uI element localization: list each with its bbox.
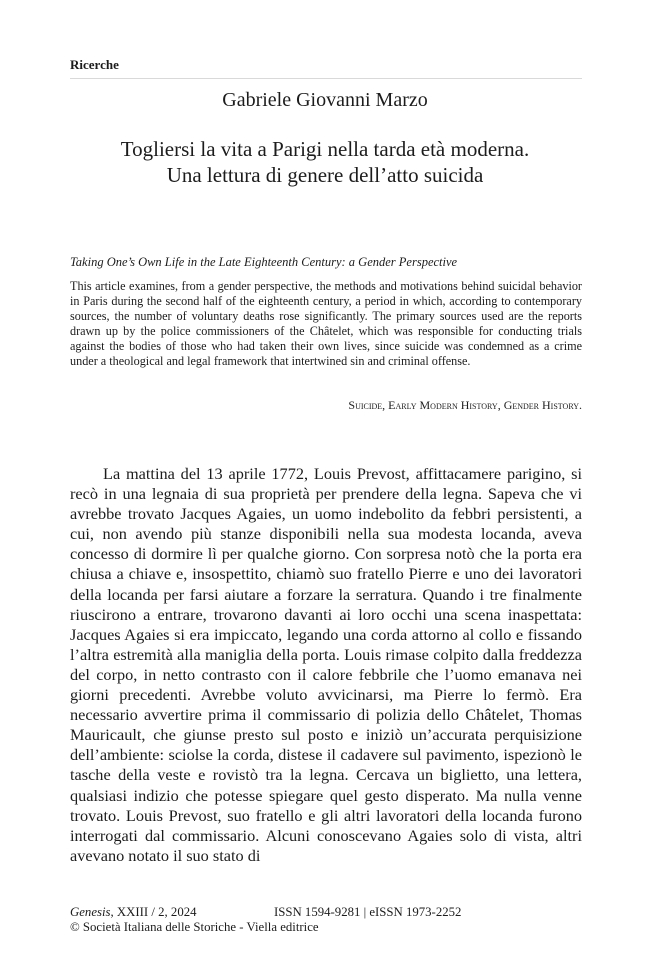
article-title: [60, 136, 590, 188]
title-line-1: Togliersi la vita a Parigi nella tarda età moderna.: [120, 137, 530, 161]
section-label: Ricerche: [70, 57, 119, 72]
title-line-2: Una lettura di genere dell’atto suicida: [166, 163, 484, 187]
abstract: This article examines, from a gender perspective, the methods and motivations behind suicidal behavior in Paris during the second half of the eighteenth century, a period in which, according to contemporary sources, the number of voluntary deaths rose significantly. The primary sources used are the reports drawn up by the police commissioners of the Châtelet, which was responsible for conducting trials against the bodies of those who had taken their own lives, since suicide was condemned as a crime under a theological and legal framework that intertwined sin and criminal offense.: [70, 279, 582, 369]
keywords: Suicide, Early Modern History, Gender History.: [348, 398, 582, 412]
page-footer: [70, 905, 462, 935]
author-name: Gabriele Giovanni Marzo: [222, 89, 428, 111]
footer-citation: [70, 905, 462, 920]
copyright: © Società Italiana delle Storiche - Viella editrice: [70, 920, 319, 934]
journal-name: Genesis: [70, 905, 111, 919]
header-rule: [70, 78, 582, 79]
body-paragraph: La mattina del 13 aprile 1772, Louis Prevost, affittacamere parigino, si recò in una legnaia di sua proprietà per prendere della legna. Sapeva che vi avrebbe trovato Jacques Agaies, un uomo indebolito da febbri persistenti, a cui, non avendo più stanze disponibili nella sua modesta locanda, aveva concesso di dormire lì per qualche giorno. Con sorpresa notò che la porta era chiusa a chiave e, insospettito, chiamò suo fratello Pierre e uno dei lavoratori della locanda per farsi aiutare a forzare la serratura. Quando i tre finalmente riuscirono a entrare, trovarono davanti ai loro occhi una scena inaspettata: Jacques Agaies si era impiccato, legando una corda attorno al collo e fissando l’altra estremità alla maniglia della porta. Louis rimase colpito dalla freddezza del corpo, in netto contrasto con il calore febbrile che l’uomo emanava nei giorni precedenti. Avrebbe voluto avvicinarsi, ma Pierre lo fermò. Era necessario avvertire prima il commissario di polizia dello Châtelet, Thomas Mauricault, che giunse presto sul posto e iniziò un’accurata perquisizione dell’ambiente: sciolse la corda, distese il cadavere sul pavimento, ispezionò le tasche della veste e rovistò tra la legna. Cercava un biglietto, una lettera, qualsiasi indizio che potesse spiegare quel gesto disperato. Ma nulla venne trovato. Louis Prevost, suo fratello e gli altri lavoratori della locanda furono interrogati dal commissario. Alcuni conoscevano Agaies solo di vista, altri avevano notato il suo stato di: [70, 464, 582, 865]
english-title: Taking One’s Own Life in the Late Eighteenth Century: a Gender Perspective: [70, 255, 458, 269]
issn: ISSN 1594-9281 | eISSN 1973-2252: [274, 905, 462, 919]
journal-volume: , XXIII / 2, 2024: [110, 905, 197, 919]
